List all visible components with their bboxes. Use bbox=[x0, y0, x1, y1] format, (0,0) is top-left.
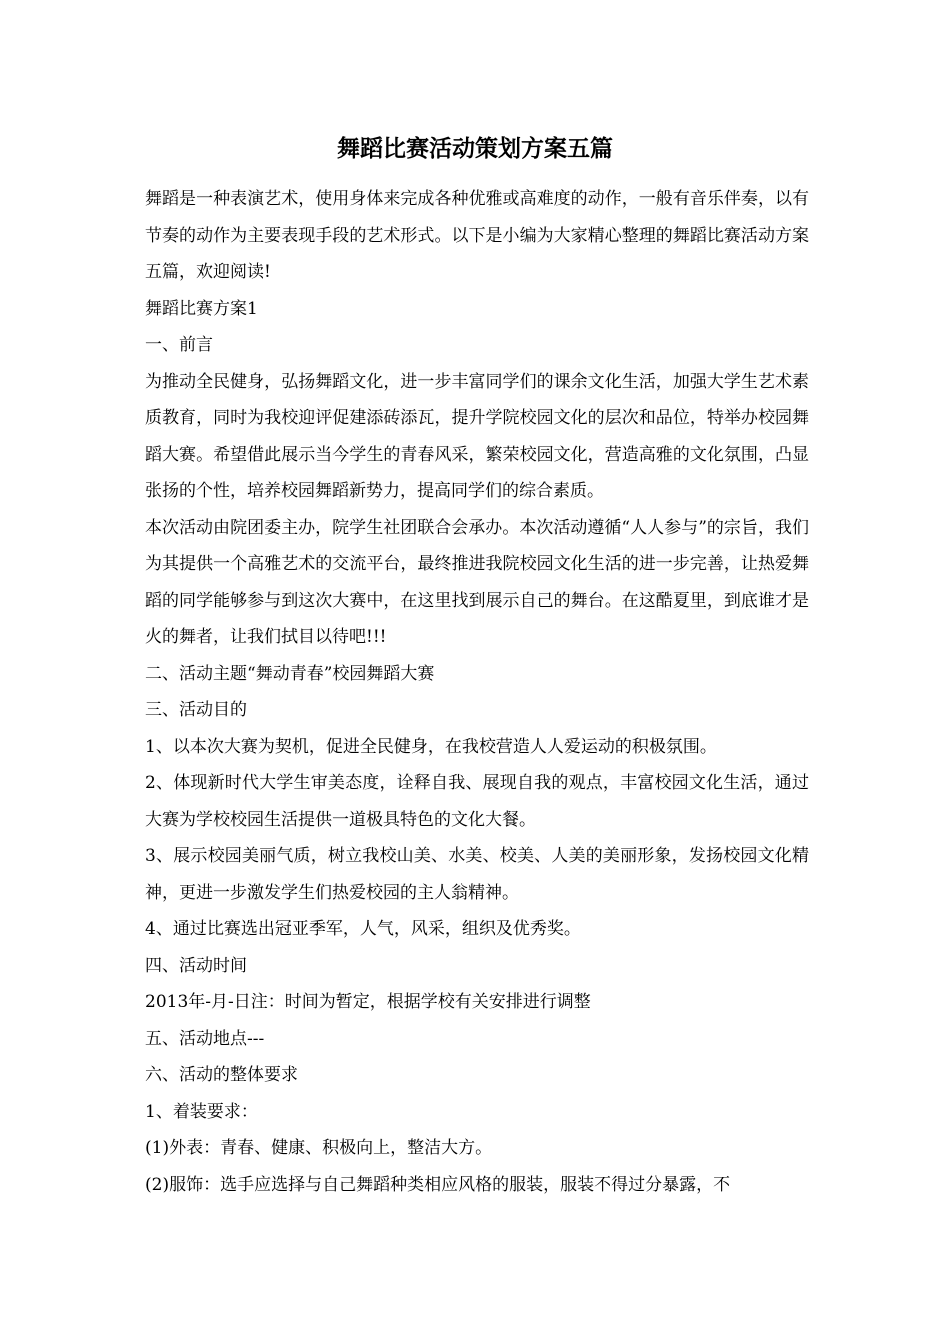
section-heading-location: 五、活动地点--- bbox=[145, 1028, 265, 1049]
section-heading-preface: 一、前言 bbox=[145, 335, 213, 355]
section-heading-purpose: 三、活动目的 bbox=[145, 700, 247, 720]
list-item-purpose-4: 4、通过比赛选出冠亚季军，人气，风采，组织及优秀奖。 bbox=[145, 919, 581, 939]
list-item-purpose-1: 1、以本次大赛为契机，促进全民健身，在我校营造人人爱运动的积极氛围。 bbox=[145, 736, 717, 757]
document-body bbox=[145, 181, 809, 1203]
section-heading-requirements: 六、活动的整体要求 bbox=[145, 1065, 298, 1085]
list-item-costume: (2)服饰：选手应选择与自己舞蹈种类相应风格的服装，服装不得过分暴露，不 bbox=[145, 1174, 731, 1195]
list-item-purpose-2: 2、体现新时代大学生审美态度，诠释自我、展现自我的观点，丰富校园文化生活，通过大赛为学校校园生活提供一道极具特色的文化大餐。 bbox=[145, 773, 809, 830]
paragraph-preface-2: 本次活动由院团委主办，院学生社团联合会承办。本次活动遵循“人人参与”的宗旨，我们为其提供一个高雅艺术的交流平台，最终推进我院校园文化生活的进一步完善，让热爱舞蹈的同学能够参与到这次大赛中，在这里找到展示自己的舞台。在这酷夏里，到底谁才是火的舞者，让我们拭目以待吧!!! bbox=[145, 517, 809, 647]
paragraph-time: 2013年-月-日注：时间为暂定，根据学校有关安排进行调整 bbox=[145, 992, 591, 1012]
document-title: 舞蹈比赛活动策划方案五篇 bbox=[337, 135, 613, 162]
paragraph-intro: 舞蹈是一种表演艺术，使用身体来完成各种优雅或高难度的动作，一般有音乐伴奏，以有节奏的动作为主要表现手段的艺术形式。以下是小编为大家精心整理的舞蹈比赛活动方案五篇，欢迎阅读! bbox=[145, 189, 809, 282]
section-heading-time: 四、活动时间 bbox=[145, 955, 247, 976]
list-item-appearance: (1)外表：青春、健康、积极向上，整洁大方。 bbox=[145, 1138, 493, 1158]
section-heading-theme: 二、活动主题“舞动青春”校园舞蹈大赛 bbox=[145, 663, 435, 684]
paragraph-preface-1: 为推动全民健身，弘扬舞蹈文化，进一步丰富同学们的课余文化生活，加强大学生艺术素质教育，同时为我校迎评促建添砖添瓦，提升学院校园文化的层次和品位，特举办校园舞蹈大赛。希望借此展示当今学生的青春风采，繁荣校园文化，营造高雅的文化氛围，凸显张扬的个性，培养校园舞蹈新势力，提高同学们的综合素质。 bbox=[145, 371, 809, 501]
list-item-dress-code: 1、着装要求： bbox=[145, 1101, 258, 1122]
paragraph-plan-heading: 舞蹈比赛方案1 bbox=[145, 298, 258, 319]
list-item-purpose-3: 3、展示校园美丽气质，树立我校山美、水美、校美、人美的美丽形象，发扬校园文化精神，更进一步激发学生们热爱校园的主人翁精神。 bbox=[145, 846, 809, 903]
